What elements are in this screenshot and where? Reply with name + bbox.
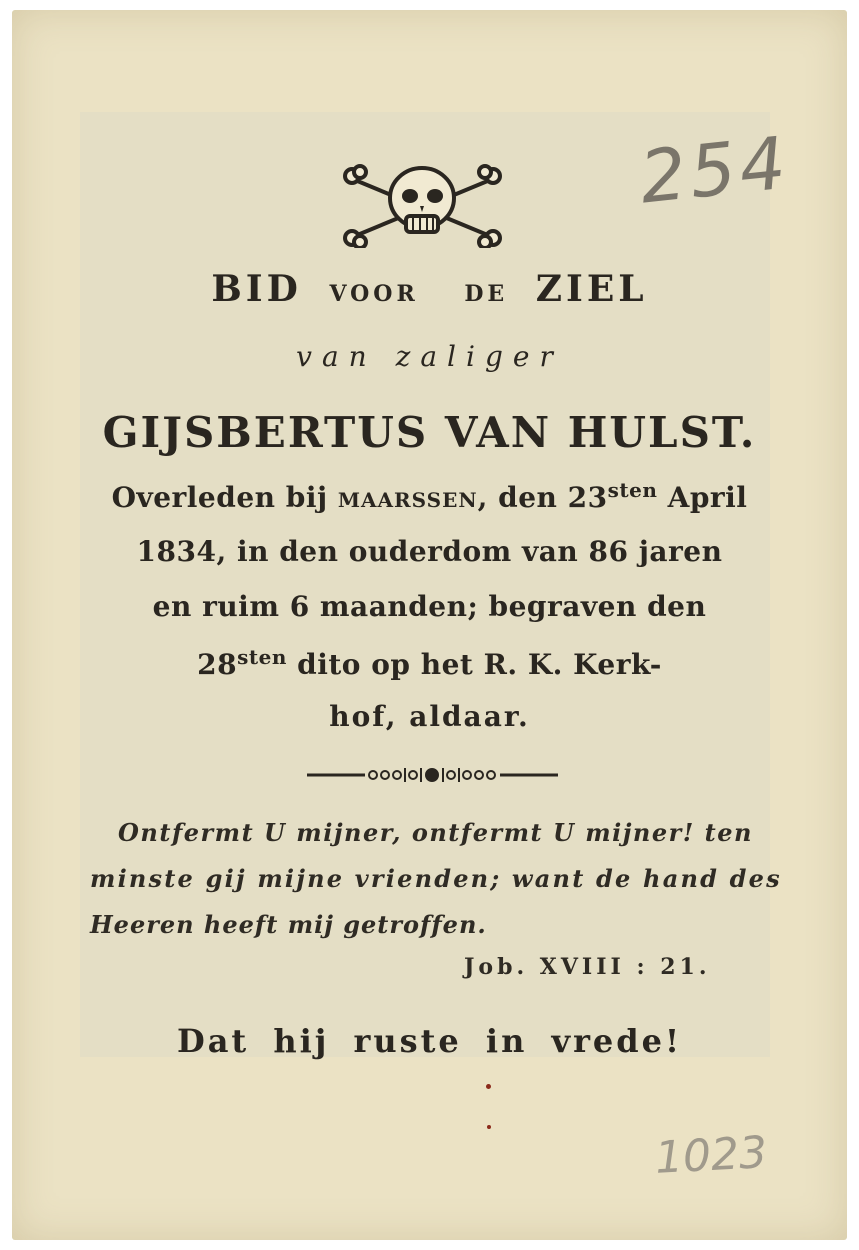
heading-word-de: DE [464,281,509,307]
death-line-4-b: dito op het R. K. Kerk- [286,648,662,681]
ornament-divider [305,765,560,785]
closing-prayer: Dat hij ruste in vrede! [176,1022,683,1060]
skull-crossbones-icon [340,158,505,248]
ordinal-suffix-2: sten [237,645,287,669]
death-line-1-c: April [657,481,748,514]
heading-word-bid: BID [211,268,302,310]
death-line-5: hof, aldaar. [329,700,530,733]
heading-word-ziel: ZIEL [535,268,648,310]
death-line-1-b: , den 23 [477,481,608,514]
deceased-name: GIJSBERTUS VAN HULST. [102,408,757,457]
bible-reference: Job. XVIII : 21. [464,954,711,980]
handwritten-number-top: 254 [636,120,794,220]
death-line-1 [0,478,859,514]
ordinal-suffix: sten [607,478,658,502]
death-line-4-a: 28 [197,648,238,681]
ink-speck [487,1125,491,1129]
place-name: MAARSSEN [337,488,478,512]
prayer-heading [0,268,859,310]
handwritten-number-bottom: 1023 [653,1127,769,1184]
death-line-1-a: Overleden bij [111,481,328,514]
death-line-3: en ruim 6 maanden; begraven den [152,590,707,623]
ink-speck [486,1084,491,1089]
heading-word-voor: VOOR [329,281,419,307]
verse-line-3: Heeren heeft mij getroffen. [90,910,487,939]
verse-line-1: Ontfermt U mijner, ontfermt U mijner! ten [118,818,753,847]
verse-line-2: minste gij mijne vrienden; want de hand des [90,864,782,893]
death-line-2: 1834, in den ouderdom van 86 jaren [136,535,723,568]
death-line-4 [0,645,859,681]
subtitle: van zaliger [296,340,563,373]
